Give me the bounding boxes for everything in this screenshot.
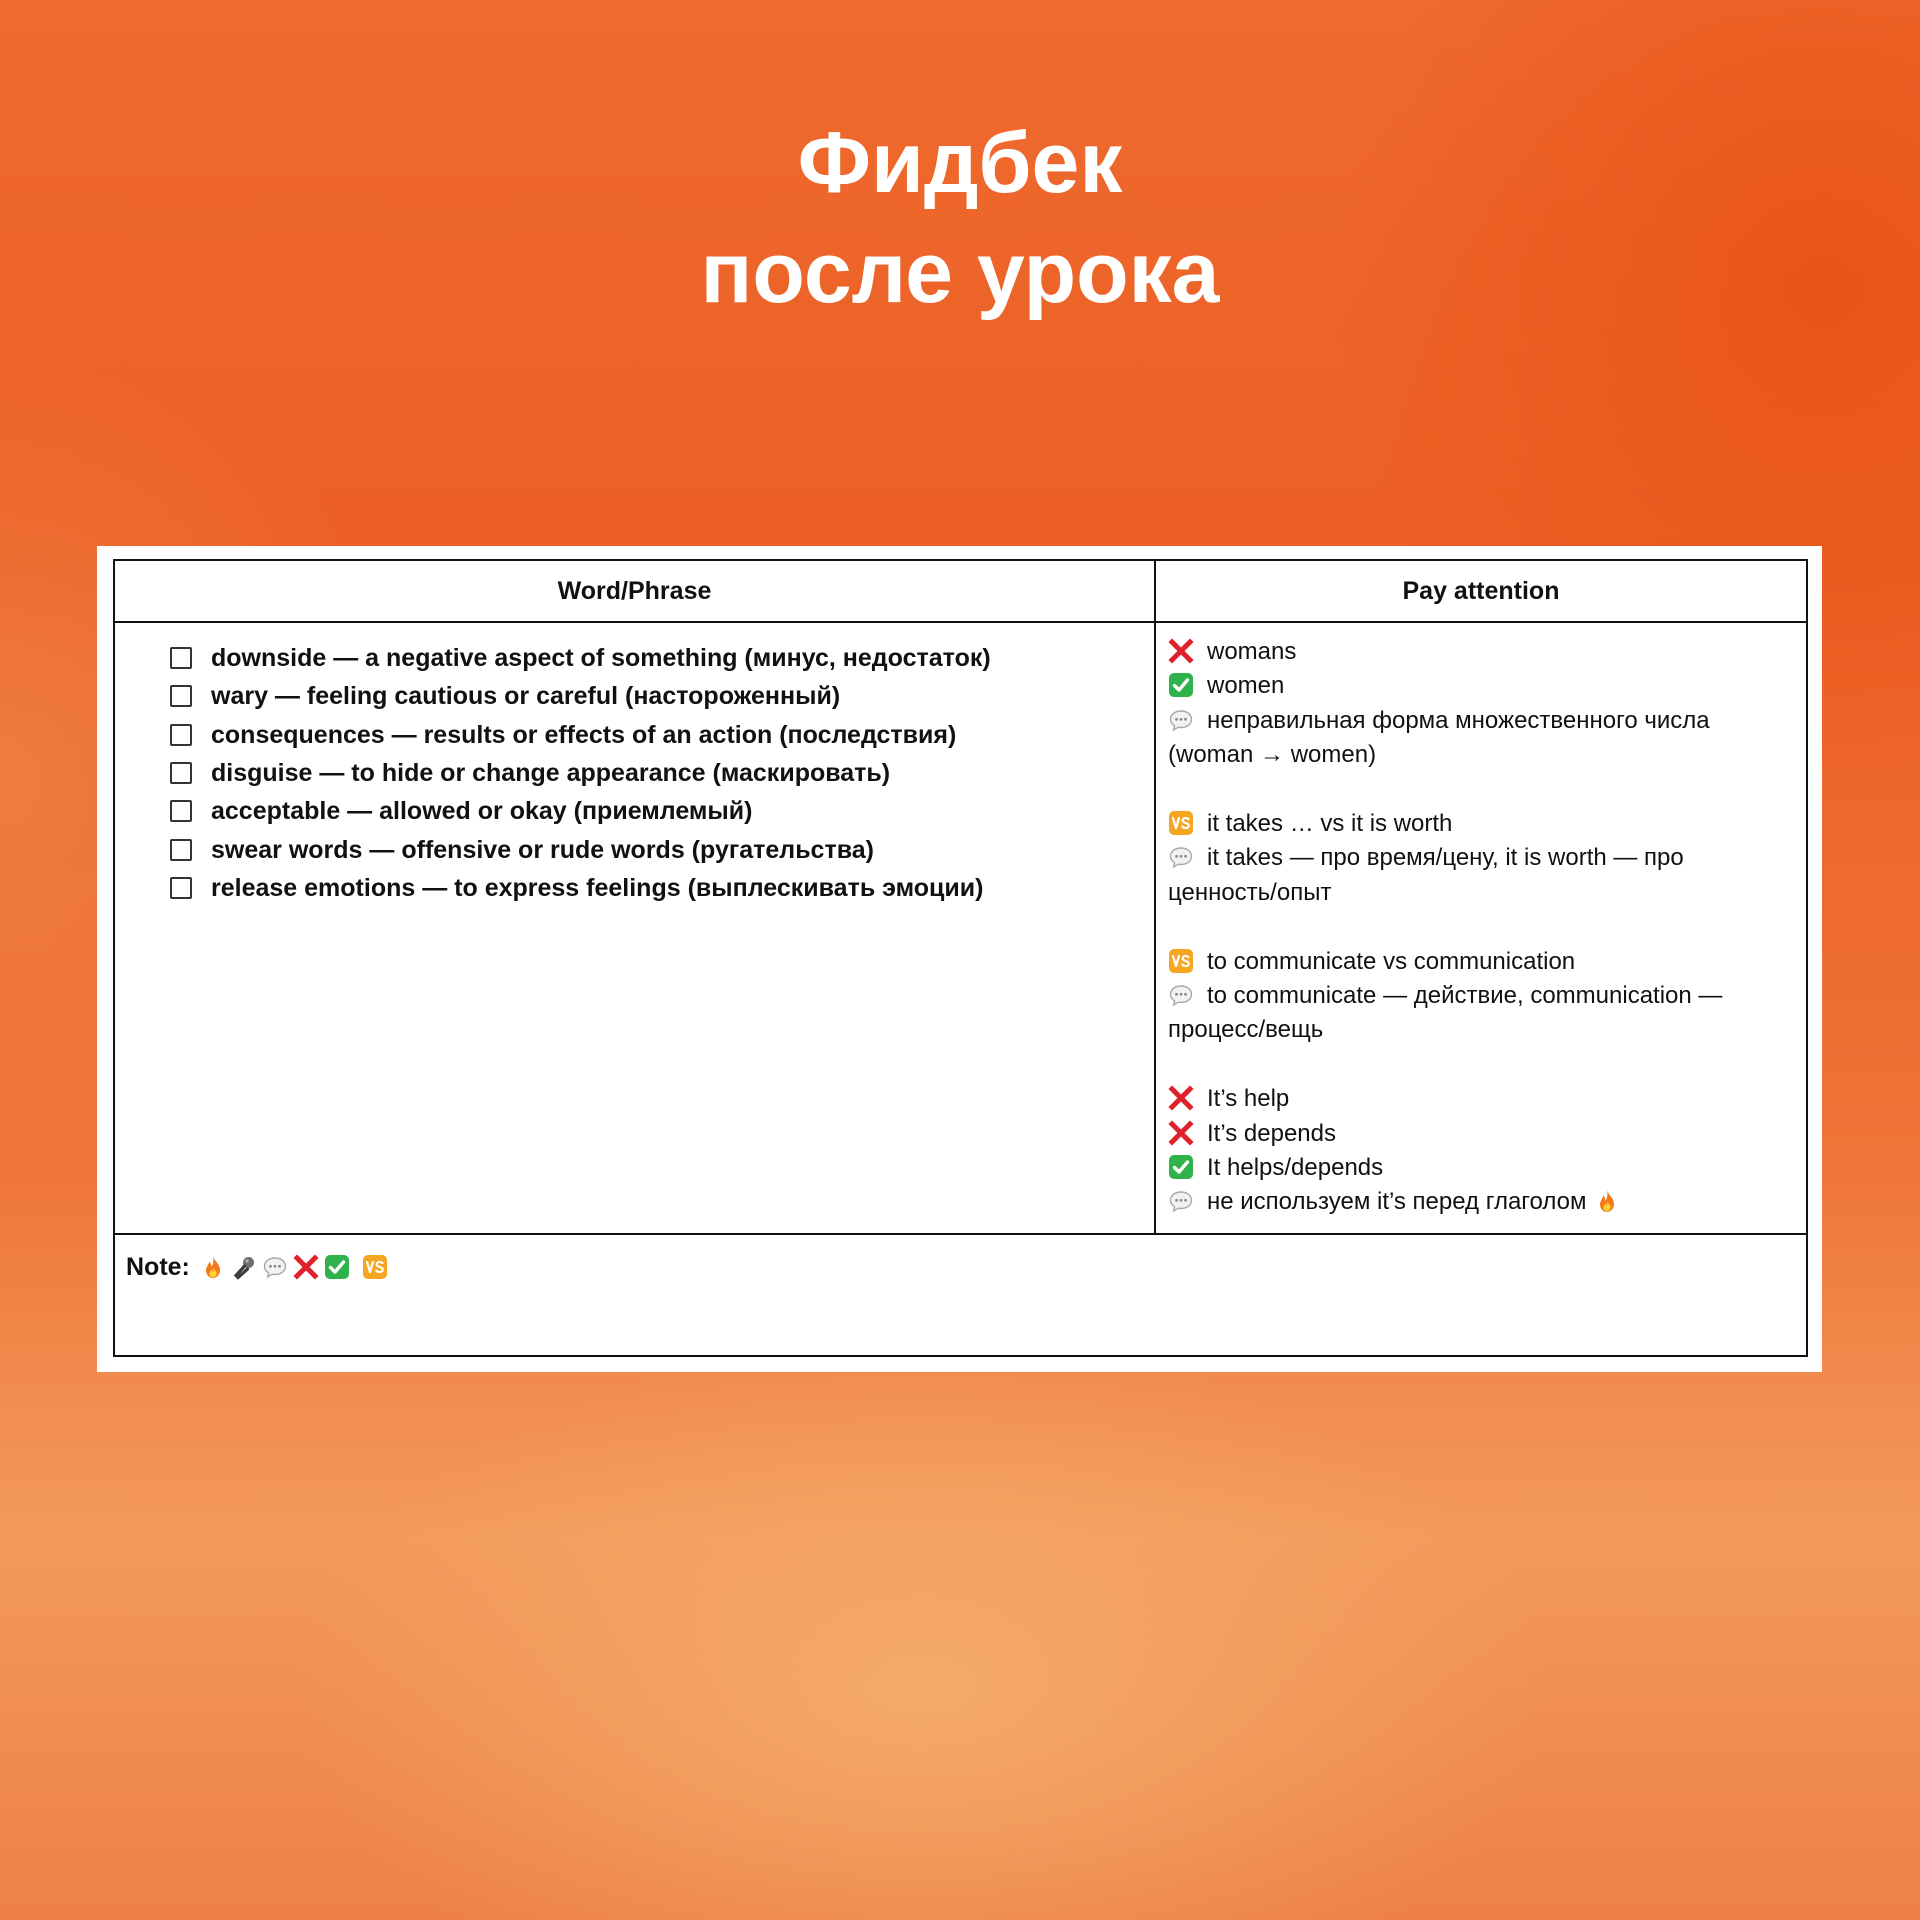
vocab-text: disguise — to hide or change appearance (маскировать)	[211, 759, 891, 788]
list-item	[170, 754, 1140, 792]
wrong-line	[1168, 1082, 1798, 1116]
column-divider	[1154, 561, 1156, 1233]
note-section	[126, 1249, 393, 1285]
check-mark-icon	[324, 1254, 350, 1280]
vocab-text: wary — feeling cautious or careful (настороженный)	[211, 682, 841, 711]
title-line-1: Фидбек	[797, 115, 1123, 211]
vocab-text: consequences — results or effects of an action (последствия)	[211, 720, 957, 749]
vs-text: to communicate vs communication	[1207, 947, 1576, 975]
list-item	[170, 869, 1140, 907]
vs-icon	[362, 1254, 388, 1280]
wrong-text: womans	[1207, 638, 1297, 665]
pay-attention-column	[1168, 635, 1798, 1220]
checkbox[interactable]	[170, 724, 192, 746]
microphone-icon	[231, 1254, 257, 1280]
vocab-text: acceptable — allowed or okay (приемлемый)	[211, 797, 753, 826]
list-item	[170, 677, 1140, 715]
header-word-phrase: Word/Phrase	[557, 577, 712, 605]
feedback-table	[113, 559, 1808, 1357]
wrong-text: It’s depends	[1207, 1119, 1336, 1147]
right-text: women	[1207, 672, 1285, 700]
checkbox[interactable]	[170, 877, 192, 899]
list-item	[170, 792, 1140, 830]
vs-line	[1168, 945, 1798, 979]
vs-line	[1168, 807, 1798, 841]
fire-icon	[1594, 1188, 1620, 1214]
note-row-divider	[115, 1233, 1806, 1235]
speech-bubble-icon	[1168, 982, 1194, 1008]
list-item	[170, 830, 1140, 868]
list-item	[170, 716, 1140, 754]
cross-mark-icon	[1168, 638, 1194, 664]
wrong-text: It’s help	[1207, 1085, 1290, 1113]
note-label: Note:	[126, 1253, 190, 1281]
feedback-card	[97, 546, 1822, 1372]
vocab-text: downside — a negative aspect of something (минус, недостаток)	[211, 644, 991, 673]
header-pay-attention: Pay attention	[1402, 577, 1560, 605]
checkbox[interactable]	[170, 839, 192, 861]
check-mark-icon	[1168, 1154, 1194, 1180]
comment-text: to communicate — действие, communication — процесс/вещь	[1168, 982, 1723, 1044]
checkbox[interactable]	[170, 647, 192, 669]
comment-line	[1168, 841, 1798, 910]
comment-text: не используем it’s перед глаголом	[1207, 1188, 1587, 1216]
cross-mark-icon	[1168, 1085, 1194, 1111]
vs-icon	[1168, 948, 1194, 974]
list-item	[170, 639, 1140, 677]
fire-icon	[200, 1254, 226, 1280]
check-mark-icon	[1168, 672, 1194, 698]
comment-text: it takes — про время/цену, it is worth — про ценность/опыт	[1168, 844, 1684, 906]
vocab-text: release emotions — to express feelings (выплескивать эмоции)	[211, 873, 984, 902]
table-header-row	[115, 561, 1806, 623]
right-line	[1168, 669, 1798, 703]
comment-text: неправильная форма множественного числа (woman → women)	[1168, 706, 1710, 769]
speech-bubble-icon	[1168, 1188, 1194, 1214]
note-icons	[200, 1254, 393, 1280]
comment-line	[1168, 704, 1798, 773]
comment-line	[1168, 1185, 1798, 1219]
vs-icon	[1168, 810, 1194, 836]
right-text: It helps/depends	[1207, 1154, 1384, 1182]
page-title	[0, 108, 1920, 328]
vs-text: it takes … vs it is worth	[1207, 810, 1453, 838]
speech-bubble-icon	[262, 1254, 288, 1280]
cross-mark-icon	[293, 1254, 319, 1280]
checkbox[interactable]	[170, 685, 192, 707]
comment-line	[1168, 979, 1798, 1048]
speech-bubble-icon	[1168, 844, 1194, 870]
wrong-line	[1168, 635, 1798, 669]
checkbox[interactable]	[170, 800, 192, 822]
speech-bubble-icon	[1168, 707, 1194, 733]
vocabulary-list	[170, 639, 1140, 907]
cross-mark-icon	[1168, 1120, 1194, 1146]
checkbox[interactable]	[170, 762, 192, 784]
wrong-line	[1168, 1117, 1798, 1151]
title-line-2: после урока	[700, 225, 1220, 321]
right-line	[1168, 1151, 1798, 1185]
vocab-text: swear words — offensive or rude words (ругательства)	[211, 835, 874, 864]
